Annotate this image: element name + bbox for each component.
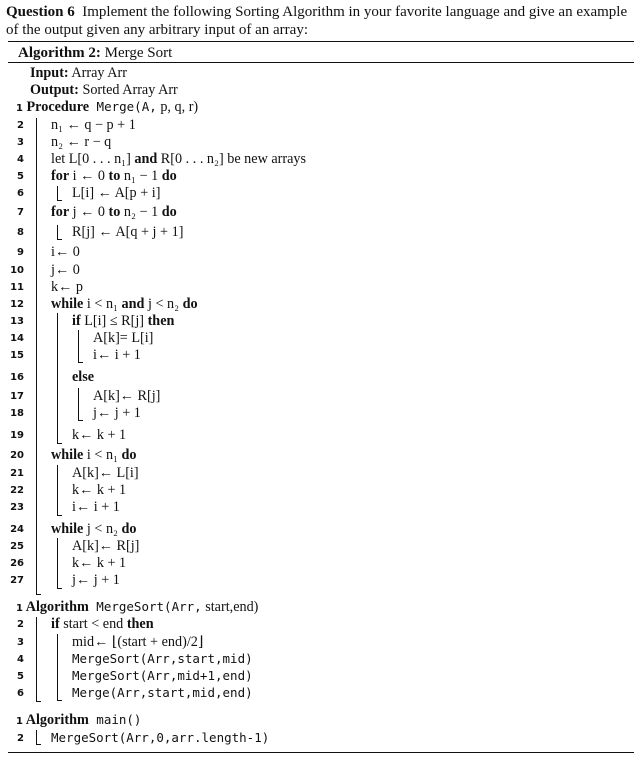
algorithm-name: Merge Sort — [104, 45, 173, 61]
line-number: 2 — [17, 120, 24, 131]
block-bar — [57, 538, 62, 589]
line-number: 3 — [17, 137, 24, 148]
block-bar — [78, 388, 83, 421]
line-number: 26 — [10, 558, 24, 569]
question-text — [6, 3, 634, 39]
output-value: Sorted Array Arr — [82, 82, 178, 98]
line-number: 15 — [10, 350, 24, 361]
code-text: mid← ⌊(start + end)/2⌋ — [72, 634, 204, 650]
line-number: 19 — [10, 430, 24, 441]
code-text: for j ← 0 to n₂ − 1 do — [51, 204, 177, 220]
block-bar — [57, 225, 62, 240]
output-line — [30, 82, 178, 98]
line-number: 7 — [17, 207, 24, 218]
top-rule — [8, 41, 634, 42]
code-text: k← k + 1 — [72, 555, 127, 571]
line-number: 11 — [10, 282, 24, 293]
main-header: 1 Algorithm main() — [16, 712, 142, 728]
mergesort-header: 1 Algorithm MergeSort(Arr, start,end) — [16, 599, 259, 615]
code-text: j← 0 — [51, 262, 80, 278]
line-number: 14 — [10, 333, 24, 344]
line-number: 2 — [17, 619, 24, 630]
line-number: 20 — [10, 450, 24, 461]
code-text: while i < n₁ and j < n₂ do — [51, 296, 198, 312]
code-text: R[j] ← A[q + j + 1] — [72, 224, 184, 240]
line-number: 6 — [17, 188, 24, 199]
line-number: 4 — [17, 654, 24, 665]
merge-procedure-header: 1 Procedure Merge(A, p, q, r) — [16, 99, 199, 115]
line-number: 25 — [10, 541, 24, 552]
code-text: A[k]← L[i] — [72, 465, 139, 481]
code-text: n₂ ← r − q — [51, 134, 112, 150]
code-text: if start < end then — [51, 616, 154, 632]
line-number: 10 — [10, 265, 24, 276]
line-number: 6 — [17, 688, 24, 699]
code-text: while i < n₁ do — [51, 447, 137, 463]
block-bar — [36, 118, 41, 595]
line-number: 3 — [17, 637, 24, 648]
line-number: 9 — [17, 247, 24, 258]
block-bar — [57, 186, 62, 201]
algorithm-title — [18, 45, 172, 62]
input-label: Input: — [30, 65, 69, 81]
code-text: while j < n₂ do — [51, 521, 137, 537]
line-number: 17 — [10, 391, 24, 402]
input-value: Array Arr — [71, 65, 127, 81]
code-text: k← p — [51, 279, 83, 295]
line-number: 22 — [10, 485, 24, 496]
block-bar — [36, 730, 41, 745]
line-number: 5 — [17, 171, 24, 182]
line-number: 27 — [10, 575, 24, 586]
code-text: k← k + 1 — [72, 482, 127, 498]
line-number: 5 — [17, 671, 24, 682]
block-bar — [57, 465, 62, 516]
code-text: n₁ ← q − p + 1 — [51, 117, 136, 133]
code-text: i← i + 1 — [93, 347, 141, 363]
input-line — [30, 65, 127, 81]
block-bar — [57, 634, 62, 701]
code-text: A[k]← R[j] — [93, 388, 161, 404]
code-text: j← j + 1 — [93, 405, 141, 421]
code-text: A[k]← R[j] — [72, 538, 140, 554]
question-body: Implement the following Sorting Algorithm in your favorite language and give an example of the output given any arbitrary input of an array: — [6, 4, 628, 38]
code-text: MergeSort(Arr,start,mid) — [72, 651, 253, 666]
code-text: A[k]= L[i] — [93, 330, 154, 346]
code-text: k← k + 1 — [72, 427, 127, 443]
line-number: 18 — [10, 408, 24, 419]
bottom-rule — [8, 752, 634, 753]
code-text: if L[i] ≤ R[j] then — [72, 313, 175, 329]
line-number: 21 — [10, 468, 24, 479]
line-number: 8 — [17, 227, 24, 238]
question-label: Question 6 — [6, 4, 75, 20]
line-number: 2 — [17, 733, 24, 744]
algorithm-label: Algorithm 2: — [18, 45, 101, 61]
block-bar — [57, 313, 62, 444]
title-rule — [8, 62, 634, 63]
code-text: let L[0 . . . n₁] and R[0 . . . n₂] be new arrays — [51, 151, 307, 167]
line-number: 12 — [10, 299, 24, 310]
code-text: i← 0 — [51, 244, 80, 260]
code-text: MergeSort(Arr,mid+1,end) — [72, 668, 253, 683]
code-text: MergeSort(Arr,0,arr.length-1) — [51, 730, 270, 745]
code-text: i← i + 1 — [72, 499, 120, 515]
line-number: 4 — [17, 154, 24, 165]
block-bar — [36, 617, 41, 702]
output-label: Output: — [30, 82, 79, 98]
code-text: Merge(Arr,start,mid,end) — [72, 685, 253, 700]
code-text: j← j + 1 — [72, 572, 120, 588]
line-number: 16 — [10, 372, 24, 383]
code-text: L[i] ← A[p + i] — [72, 185, 161, 201]
line-number: 24 — [10, 524, 24, 535]
block-bar — [78, 330, 83, 363]
code-text: for i ← 0 to n₁ − 1 do — [51, 168, 177, 184]
code-text: else — [72, 369, 95, 385]
line-number: 13 — [10, 316, 24, 327]
line-number: 23 — [10, 502, 24, 513]
